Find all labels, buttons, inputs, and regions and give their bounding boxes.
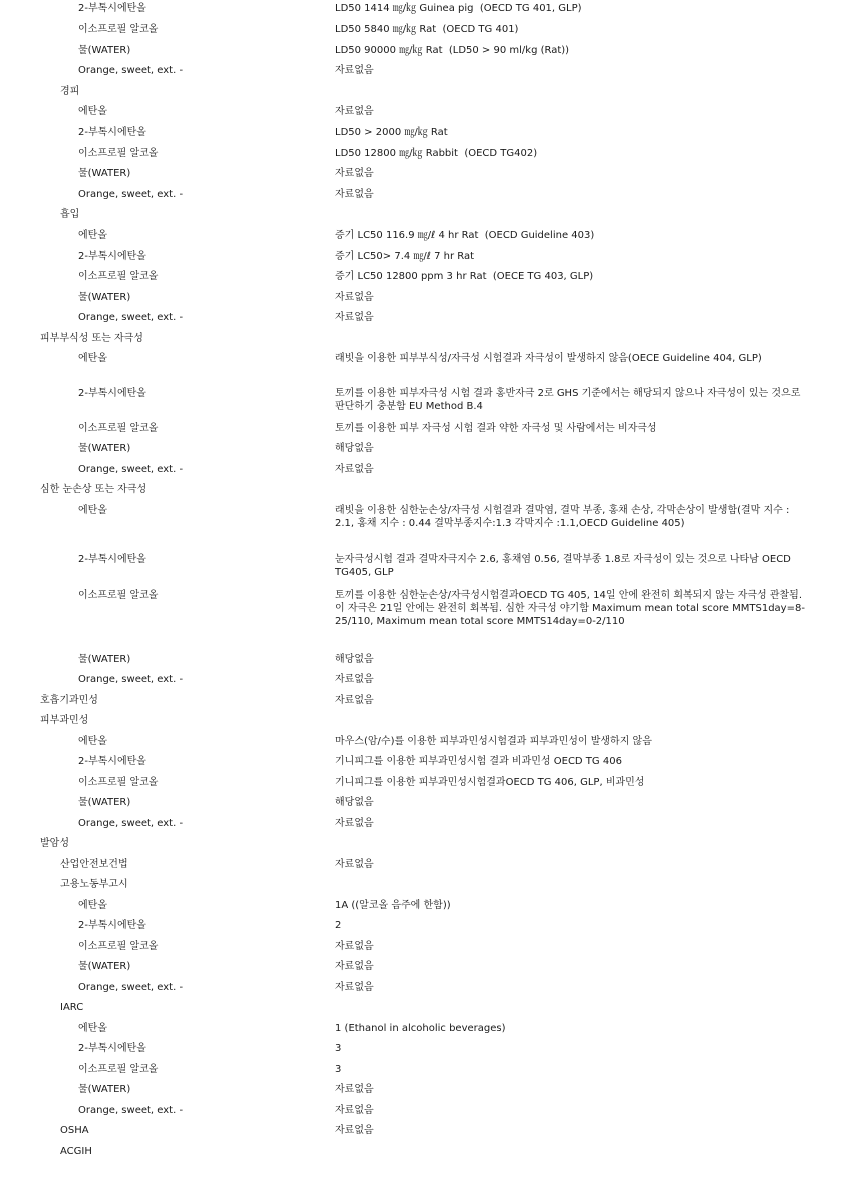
- toxicity-value: 2: [335, 920, 342, 931]
- toxicity-value: 자료없음: [335, 292, 374, 303]
- category-label: 발암성: [40, 838, 69, 849]
- toxicity-value: 1 (Ethanol in alcoholic beverages): [335, 1023, 506, 1034]
- toxicity-value: 래빗을 이용한 심한눈손상/자극성 시험결과 결막염, 결막 부종, 홍채 손상, 각막손상이 발생함(결막 지수 : 2.1, 홍채 지수 : 0.44 결막부종지수:1.3 각막지수 :1.1,OECD Guideline 405): [335, 505, 793, 529]
- category-label: OSHA: [60, 1125, 89, 1136]
- substance-label: Orange, sweet, ext. -: [78, 1105, 184, 1116]
- toxicity-value: 눈자극성시험 결과 결막자극지수 2.6, 홍채염 0.56, 결막부종 1.8로 자극성이 있는 것으로 나타남 OECD TG405, GLP: [335, 554, 795, 578]
- category-label: ACGIH: [60, 1146, 92, 1157]
- toxicity-value: 증기 LC50 116.9 ㎎/ℓ 4 hr Rat (OECD Guideline 403): [335, 230, 595, 241]
- substance-label: 2-부톡시에탄올: [78, 127, 146, 138]
- substance-label: 2-부톡시에탄올: [78, 554, 146, 565]
- toxicity-value: 자료없음: [335, 695, 374, 706]
- substance-label: 2-부톡시에탄올: [78, 756, 146, 767]
- toxicity-value: 증기 LC50 12800 ppm 3 hr Rat (OECE TG 403, GLP): [335, 271, 594, 282]
- toxicity-value: 해당없음: [335, 654, 374, 665]
- toxicity-value: 증기 LC50> 7.4 ㎎/ℓ 7 hr Rat: [335, 251, 475, 262]
- toxicity-value: 해당없음: [335, 443, 374, 454]
- toxicity-value: 기니피그를 이용한 피부과민성시험 결과 비과민성 OECD TG 406: [335, 756, 622, 767]
- toxicity-value: 자료없음: [335, 106, 374, 117]
- substance-label: Orange, sweet, ext. -: [78, 982, 184, 993]
- toxicity-value: 자료없음: [335, 189, 374, 200]
- category-label: 피부부식성 또는 자극성: [40, 333, 143, 344]
- toxicity-value: 자료없음: [335, 312, 374, 323]
- substance-label: 에탄올: [78, 353, 107, 364]
- category-label: 흡입: [60, 209, 80, 220]
- toxicity-value: 3: [335, 1043, 342, 1054]
- substance-label: 이소프로필 알코올: [78, 941, 159, 952]
- toxicity-value: LD50 > 2000 ㎎/㎏ Rat: [335, 127, 448, 138]
- toxicity-value: 해당없음: [335, 797, 374, 808]
- substance-label: 물(WATER): [78, 168, 131, 179]
- toxicity-value: 자료없음: [335, 1084, 374, 1095]
- toxicity-value: 자료없음: [335, 65, 374, 76]
- category-label: 경피: [60, 86, 80, 97]
- substance-label: 에탄올: [78, 1023, 107, 1034]
- category-label: 고용노동부고시: [60, 879, 128, 890]
- toxicity-value: 자료없음: [335, 674, 374, 685]
- substance-label: 2-부톡시에탄올: [78, 3, 146, 14]
- substance-label: 이소프로필 알코올: [78, 1064, 159, 1075]
- toxicity-value: 자료없음: [335, 961, 374, 972]
- substance-label: 이소프로필 알코올: [78, 271, 159, 282]
- category-label: 호흡기과민성: [40, 695, 98, 706]
- toxicity-value: 기니피그를 이용한 피부과민성시험결과OECD TG 406, GLP, 비과민성: [335, 777, 645, 788]
- substance-label: Orange, sweet, ext. -: [78, 312, 184, 323]
- substance-label: 2-부톡시에탄올: [78, 1043, 146, 1054]
- toxicity-value: 자료없음: [335, 818, 374, 829]
- substance-label: 이소프로필 알코올: [78, 423, 159, 434]
- substance-label: 물(WATER): [78, 45, 131, 56]
- toxicity-value: 자료없음: [335, 1105, 374, 1116]
- substance-label: Orange, sweet, ext. -: [78, 189, 184, 200]
- toxicity-value: 자료없음: [335, 464, 374, 475]
- substance-label: 물(WATER): [78, 961, 131, 972]
- toxicity-value: 래빗을 이용한 피부부식성/자극성 시험결과 자극성이 발생하지 않음(OECE Guideline 404, GLP): [335, 353, 762, 364]
- substance-label: 물(WATER): [78, 797, 131, 808]
- substance-label: 2-부톡시에탄올: [78, 388, 146, 399]
- toxicity-value: 1A ((알코올 음주에 한함)): [335, 900, 451, 911]
- toxicity-value: 자료없음: [335, 168, 374, 179]
- substance-label: 물(WATER): [78, 443, 131, 454]
- substance-label: 물(WATER): [78, 1084, 131, 1095]
- substance-label: Orange, sweet, ext. -: [78, 674, 184, 685]
- substance-label: 에탄올: [78, 505, 107, 516]
- substance-label: Orange, sweet, ext. -: [78, 65, 184, 76]
- toxicity-value: 토끼를 이용한 피부 자극성 시험 결과 약한 자극성 및 사람에서는 비자극성: [335, 423, 657, 434]
- substance-label: 이소프로필 알코올: [78, 777, 159, 788]
- toxicity-value: 자료없음: [335, 982, 374, 993]
- substance-label: 에탄올: [78, 736, 107, 747]
- substance-label: 물(WATER): [78, 654, 131, 665]
- category-label: 산업안전보건법: [60, 859, 128, 870]
- substance-label: Orange, sweet, ext. -: [78, 818, 184, 829]
- substance-label: 에탄올: [78, 230, 107, 241]
- substance-label: 에탄올: [78, 900, 107, 911]
- substance-label: 이소프로필 알코올: [78, 148, 159, 159]
- substance-label: Orange, sweet, ext. -: [78, 464, 184, 475]
- substance-label: 이소프로필 알코올: [78, 24, 159, 35]
- substance-label: 이소프로필 알코올: [78, 590, 159, 601]
- toxicity-value: 3: [335, 1064, 342, 1075]
- category-label: 피부과민성: [40, 715, 89, 726]
- category-label: IARC: [60, 1002, 84, 1013]
- category-label: 심한 눈손상 또는 자극성: [40, 484, 147, 495]
- toxicity-value: LD50 90000 ㎎/㎏ Rat (LD50 > 90 ml/kg (Rat)): [335, 45, 570, 56]
- toxicity-value: 자료없음: [335, 941, 374, 952]
- substance-label: 에탄올: [78, 106, 107, 117]
- toxicity-value: 자료없음: [335, 859, 374, 870]
- toxicity-value: 마우스(암/수)를 이용한 피부과민성시험결과 피부과민성이 발생하지 않음: [335, 736, 652, 747]
- toxicity-value: 자료없음: [335, 1125, 374, 1136]
- toxicity-value: LD50 12800 ㎎/㎏ Rabbit (OECD TG402): [335, 148, 538, 159]
- substance-label: 물(WATER): [78, 292, 131, 303]
- substance-label: 2-부톡시에탄올: [78, 251, 146, 262]
- toxicity-value: 토끼를 이용한 피부자극성 시험 결과 홍반자극 2로 GHS 기준에서는 해당되지 않으나 자극성이 있는 것으로 판단하기 충분함 EU Method B.4: [335, 388, 804, 412]
- substance-label: 2-부톡시에탄올: [78, 920, 146, 931]
- toxicity-value: LD50 5840 ㎎/㎏ Rat (OECD TG 401): [335, 24, 519, 35]
- toxicity-value: LD50 1414 ㎎/㎏ Guinea pig (OECD TG 401, GLP): [335, 3, 582, 14]
- toxicity-value: 토끼를 이용한 심한눈손상/자극성시험결과OECD TG 405, 14일 안에 완전히 회복되지 않는 자극성 관찰됨. 이 자극은 21일 안에는 완전히 회복됨. 심한 자극성 야기함 Maximum mean total score MMTS1day=8-25/110, Maximum mean total score MMTS14day=0-2/110: [335, 590, 806, 627]
